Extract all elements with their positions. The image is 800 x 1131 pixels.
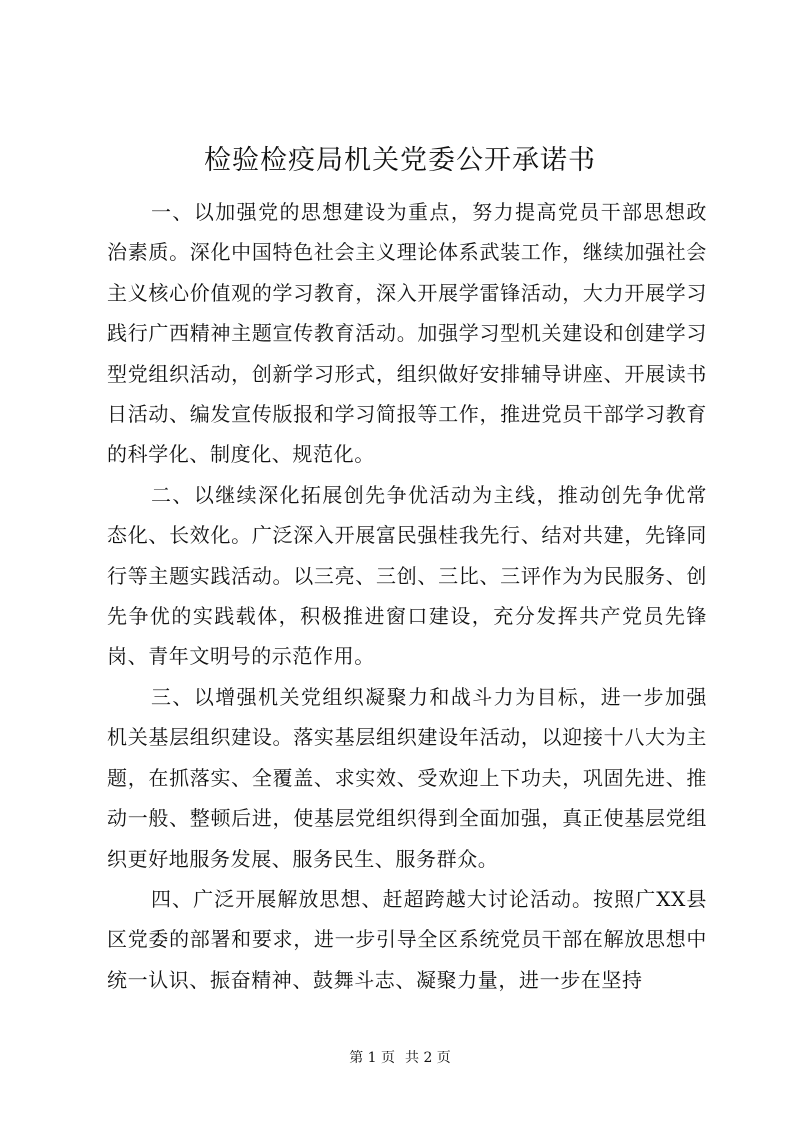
paragraph-4: 四、广泛开展解放思想、赶超跨越大讨论活动。按照广XX县区党委的部署和要求，进一步引导全区系统党员干部在解放思想中统一认识、振奋精神、鼓舞斗志、凝聚力量，进一步在坚持: [107, 886, 707, 992]
paragraph-2: 二、以继续深化拓展创先争优活动为主线，推动创先争优常态化、长效化。广泛深入开展富民强桂我先行、结对共建，先锋同行等主题实践活动。以三亮、三创、三比、三评作为为民服务、创先争优的实践载体，积极推进窗口建设，充分发挥共产党员先锋岗、青年文明号的示范作用。: [107, 482, 707, 669]
page-total: 共 2 页: [405, 1050, 451, 1066]
paragraph-3: 三、以增强机关党组织凝聚力和战斗力为目标，进一步加强机关基层组织建设。落实基层组织建设年活动，以迎接十八大为主题，在抓落实、全覆盖、求实效、受欢迎上下功夫，巩固先进、推动一般、整顿后进，使基层党组织得到全面加强，真正使基层党组织更好地服务发展、服务民生、服务群众。: [107, 684, 707, 871]
document-body: [107, 192, 707, 1000]
document-title: 检验检疫局机关党委公开承诺书: [204, 145, 596, 176]
page-number: 第 1 页: [349, 1050, 395, 1066]
page-footer: [0, 1048, 800, 1068]
paragraph-1: 一、以加强党的思想建设为重点，努力提高党员干部思想政治素质。深化中国特色社会主义理论体系武装工作，继续加强社会主义核心价值观的学习教育，深入开展学雷锋活动，大力开展学习践行广西精神主题宣传教育活动。加强学习型机关建设和创建学习型党组织活动，创新学习形式，组织做好安排辅导讲座、开展读书日活动、编发宣传版报和学习简报等工作，推进党员干部学习教育的科学化、制度化、规范化。: [107, 200, 707, 467]
